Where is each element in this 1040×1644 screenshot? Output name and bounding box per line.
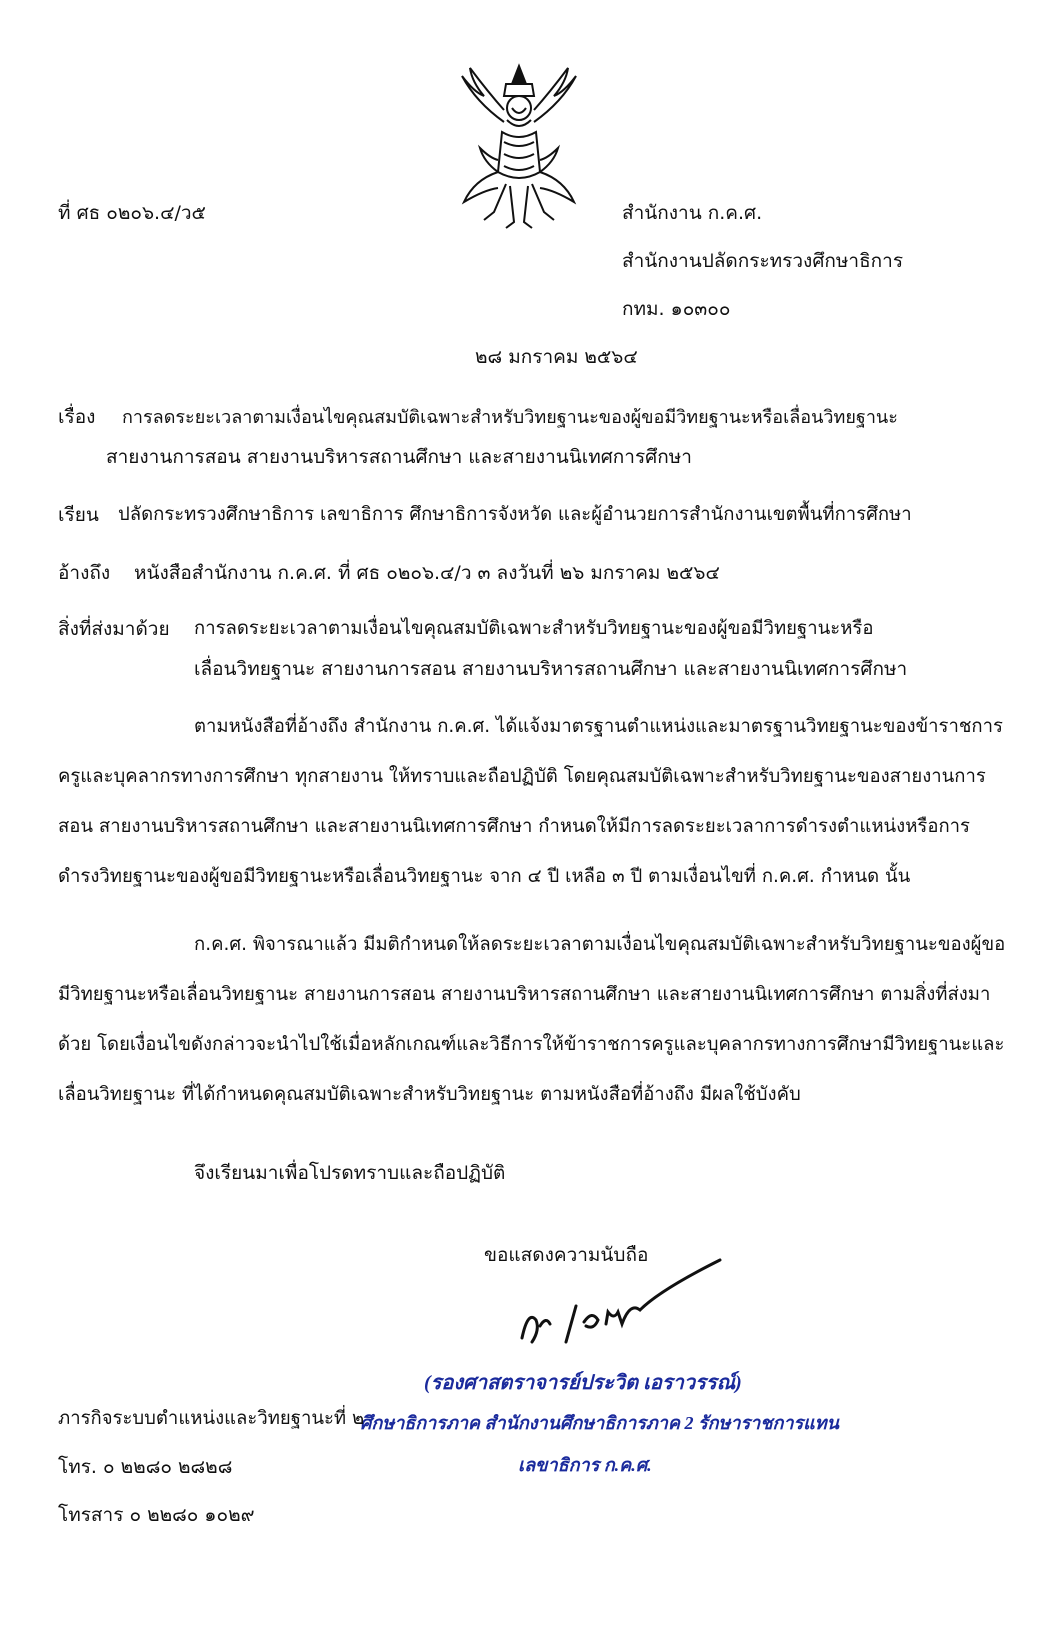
subject-line-2: สายงานการสอน สายงานบริหารสถานศึกษา และสายงานนิเทศการศึกษา [106, 446, 692, 468]
footer-tel: โทร. ๐ ๒๒๘๐ ๒๘๒๘ [58, 1456, 233, 1478]
footer-fax: โทรสาร ๐ ๒๒๘๐ ๑๐๒๙ [58, 1504, 255, 1526]
footer-unit: ภารกิจระบบตำแหน่งและวิทยฐานะที่ ๒ [58, 1408, 365, 1429]
enclosure-line-1: การลดระยะเวลาตามเงื่อนไขคุณสมบัติเฉพาะสำหรับวิทยฐานะของผู้ขอมีวิทยฐานะหรือ [194, 618, 874, 639]
regards-text: ขอแสดงความนับถือ [484, 1244, 649, 1266]
agency-line-1: สำนักงาน ก.ค.ศ. [622, 202, 763, 224]
garuda-emblem-icon [454, 62, 584, 230]
handwritten-signature [510, 1250, 750, 1360]
agency-line-3: กทม. ๑๐๓๐๐ [622, 298, 731, 320]
document-number: ที่ ศธ ๐๒๐๖.๔/ว๕ [58, 202, 206, 224]
to-label: เรียน [58, 504, 99, 526]
signatory-title-2: เลขาธิการ ก.ค.ศ. [518, 1455, 652, 1475]
to-text: ปลัดกระทรวงศึกษาธิการ เลขาธิการ ศึกษาธิการจังหวัด และผู้อำนวยการสำนักงานเขตพื้นที่การศึกษา [118, 504, 912, 525]
subject-line-1: การลดระยะเวลาตามเงื่อนไขคุณสมบัติเฉพาะสำหรับวิทยฐานะของผู้ขอมีวิทยฐานะหรือเลื่อนวิทยฐานะ [122, 407, 898, 428]
document-date: ๒๘ มกราคม ๒๕๖๔ [475, 346, 638, 368]
subject-label: เรื่อง [58, 406, 96, 428]
enclosure-label: สิ่งที่ส่งมาด้วย [58, 618, 170, 640]
body-paragraph-1: ตามหนังสือที่อ้างถึง สำนักงาน ก.ค.ศ. ได้แจ้งมาตรฐานตำแหน่งและมาตรฐานวิทยฐานะของข้าราชการครูและบุคลากรทางการศึกษา ทุกสายงาน ให้ทราบและถือปฏิบัติ โดยคุณสมบัติเฉพาะสำหรับวิทยฐานะของสายงานการสอน สายงานบริหารสถานศึกษา และสายงานนิเทศการศึกษา กำหนดให้มีการลดระยะเวลาการดำรงตำแหน่งหรือการดำรงวิทยฐานะของผู้ขอมีวิทยฐานะหรือเลื่อนวิทยฐานะ จาก ๔ ปี เหลือ ๓ ปี ตามเงื่อนไขที่ ก.ค.ศ. กำหนด นั้น [58, 716, 1003, 887]
body-paragraph-2: ก.ค.ศ. พิจารณาแล้ว มีมติกำหนดให้ลดระยะเวลาตามเงื่อนไขคุณสมบัติเฉพาะสำหรับวิทยฐานะของผู้ขอมีวิทยฐานะหรือเลื่อนวิทยฐานะ สายงานการสอน สายงานบริหารสถานศึกษา และสายงานนิเทศการศึกษา ตามสิ่งที่ส่งมาด้วย โดยเงื่อนไขดังกล่าวจะนำไปใช้เมื่อหลักเกณฑ์และวิธีการให้ข้าราชการครูและบุคลากรทางการศึกษามีวิทยฐานะและเลื่อนวิทยฐานะ ที่ได้กำหนดคุณสมบัติเฉพาะสำหรับวิทยฐานะ ตามหนังสือที่อ้างถึง มีผลใช้บังคับ [58, 934, 1006, 1105]
reference-label: อ้างถึง [58, 562, 111, 584]
signatory-title-1: ศึกษาธิการภาค สำนักงานศึกษาธิการภาค 2 รักษาราชการแทน [360, 1413, 839, 1433]
signatory-name: (รองศาสตราจารย์ประวิต เอราวรรณ์) [424, 1372, 742, 1394]
agency-line-2: สำนักงานปลัดกระทรวงศึกษาธิการ [622, 250, 904, 272]
closing-request: จึงเรียนมาเพื่อโปรดทราบและถือปฏิบัติ [194, 1162, 506, 1184]
enclosure-line-2: เลื่อนวิทยฐานะ สายงานการสอน สายงานบริหารสถานศึกษา และสายงานนิเทศการศึกษา [194, 658, 908, 680]
reference-text: หนังสือสำนักงาน ก.ค.ศ. ที่ ศธ ๐๒๐๖.๔/ว ๓ ลงวันที่ ๒๖ มกราคม ๒๕๖๔ [134, 562, 720, 584]
